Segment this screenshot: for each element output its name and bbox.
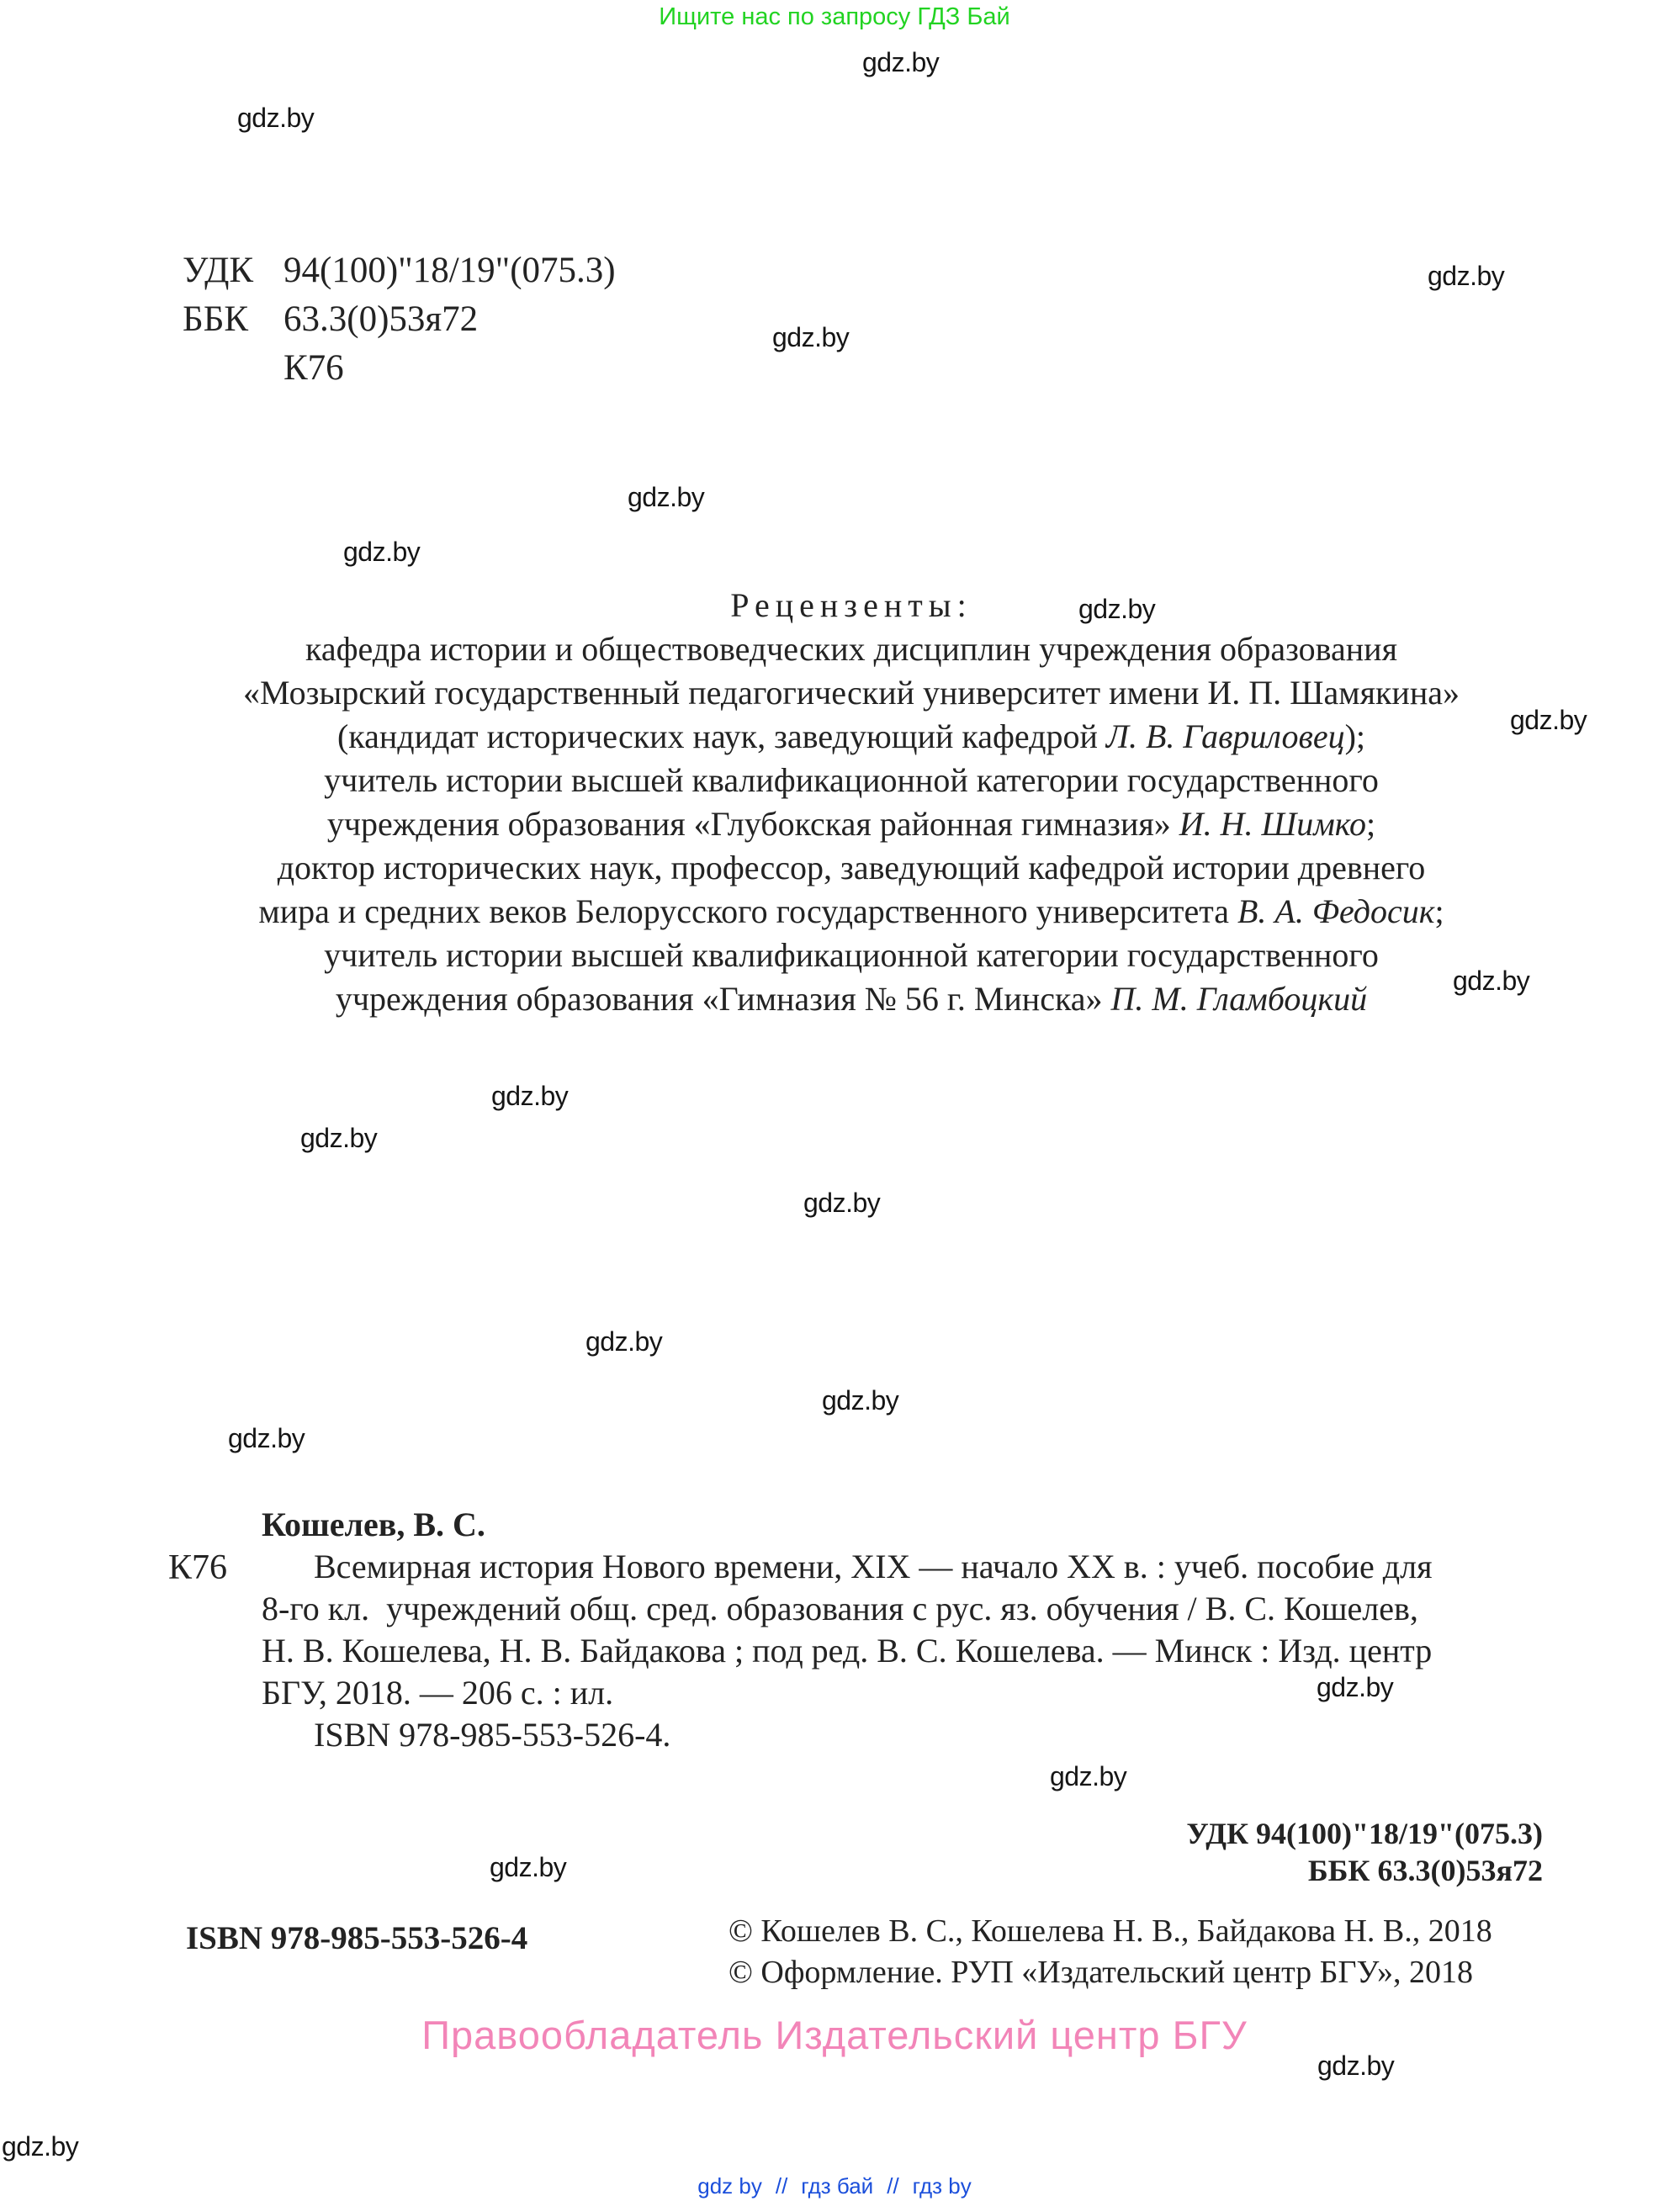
gdz-watermark: gdz.by — [1510, 705, 1587, 735]
gdz-watermark: gdz.by — [862, 47, 940, 77]
gdz-watermark: gdz.by — [2, 2131, 79, 2162]
classification-bottom — [1186, 1815, 1543, 1889]
gdz-watermark: gdz.by — [300, 1123, 378, 1153]
card-isbn-line: ISBN 978-985-553-526-4. — [314, 1716, 671, 1754]
udk-value: 94(100)"18/19"(075.3) — [283, 251, 616, 290]
reviewer-line: учреждения образования «Глубокская районная гимназия» И. Н. Шимко; — [326, 805, 1376, 843]
gdz-watermark: gdz.by — [1317, 2051, 1395, 2081]
classification-top — [183, 246, 616, 393]
footer-separator: // — [775, 2173, 788, 2199]
reviewer-line: (кандидат исторических наук, заведующий кафедрой Л. В. Гавриловец); — [336, 717, 1366, 755]
reviewer-line: мира и средних веков Белорусского государственного университета В. А. Федосик; — [258, 892, 1444, 930]
gdz-watermark: gdz.by — [343, 537, 421, 567]
copyright-authors: © Кошелев В. С., Кошелева Н. В., Байдакова Н. В., 2018 — [729, 1913, 1492, 1949]
author-sign: К76 — [283, 348, 344, 388]
reviewers-section — [162, 584, 1541, 1021]
card-line: БГУ, 2018. — 206 с. : ил. — [262, 1674, 614, 1712]
bbk-value: 63.3(0)53я72 — [283, 299, 479, 339]
udk-bottom: УДК 94(100)"18/19"(075.3) — [1186, 1817, 1543, 1850]
gdz-watermark: gdz.by — [490, 1852, 567, 1882]
promo-banner: Ищите нас по запросу ГДЗ Бай — [659, 3, 1010, 30]
card-line: Н. В. Кошелева, Н. В. Байдакова ; под ред. В. С. Кошелева. — Минск : Изд. центр — [262, 1632, 1433, 1670]
copyright-design: © Оформление. РУП «Издательский центр БГУ», 2018 — [729, 1955, 1473, 1990]
gdz-watermark: gdz.by — [585, 1326, 663, 1357]
udk-label: УДК — [183, 251, 254, 290]
footer-link-gdz-bai[interactable]: гдз бай — [801, 2173, 874, 2199]
card-line: 8-го кл. учреждений общ. сред. образования с рус. яз. обучения / В. С. Кошелев, — [262, 1590, 1418, 1627]
gdz-watermark: gdz.by — [803, 1188, 881, 1218]
gdz-watermark: gdz.by — [1453, 966, 1530, 996]
reviewer-line: учреждения образования «Гимназия № 56 г. Минска» П. М. Гламбоцкий — [335, 980, 1368, 1018]
gdz-watermark: gdz.by — [1078, 594, 1156, 624]
reviewer-line: кафедра истории и обществоведческих дисциплин учреждения образования — [305, 630, 1397, 668]
gdz-watermark: gdz.by — [1428, 261, 1505, 291]
footer-link-gdz-by[interactable]: gdz by — [697, 2173, 762, 2199]
gdz-watermark: gdz.by — [1317, 1672, 1394, 1702]
reviewer-line: учитель истории высшей квалификационной категории государственного — [324, 761, 1379, 799]
copyright-block — [729, 1911, 1492, 1993]
gdz-watermark: gdz.by — [1050, 1761, 1127, 1791]
reviewer-line: «Мозырский государственный педагогический университет имени И. П. Шамякина» — [243, 674, 1460, 712]
gdz-watermark: gdz.by — [628, 482, 705, 512]
gdz-watermark: gdz.by — [772, 322, 850, 352]
reviewer-line: учитель истории высшей квалификационной категории государственного — [324, 936, 1379, 974]
isbn-bold: ISBN 978-985-553-526-4 — [186, 1920, 528, 1956]
catalog-card — [262, 1504, 1574, 1756]
card-line: Всемирная история Нового времени, XIX — начало XX в. : учеб. пособие для — [314, 1548, 1433, 1585]
footer-separator: // — [887, 2173, 899, 2199]
card-author-sign: К76 — [168, 1548, 228, 1587]
card-author: Кошелев, В. С. — [262, 1506, 485, 1543]
reviewer-line: доктор исторических наук, профессор, заведующий кафедрой истории древнего — [277, 849, 1426, 886]
gdz-watermark: gdz.by — [822, 1385, 899, 1416]
bbk-label: ББК — [183, 299, 249, 339]
reviewers-heading: Рецензенты: — [730, 586, 972, 624]
bbk-bottom: ББК 63.3(0)53я72 — [1307, 1854, 1543, 1887]
footer-link-gdz-by-2[interactable]: гдз by — [912, 2173, 972, 2199]
rights-holder-notice: Правообладатель Издательский центр БГУ — [421, 2013, 1248, 2057]
gdz-watermark: gdz.by — [237, 103, 315, 133]
gdz-watermark: gdz.by — [491, 1081, 569, 1111]
gdz-watermark: gdz.by — [228, 1423, 305, 1453]
footer-links — [0, 2173, 1669, 2199]
